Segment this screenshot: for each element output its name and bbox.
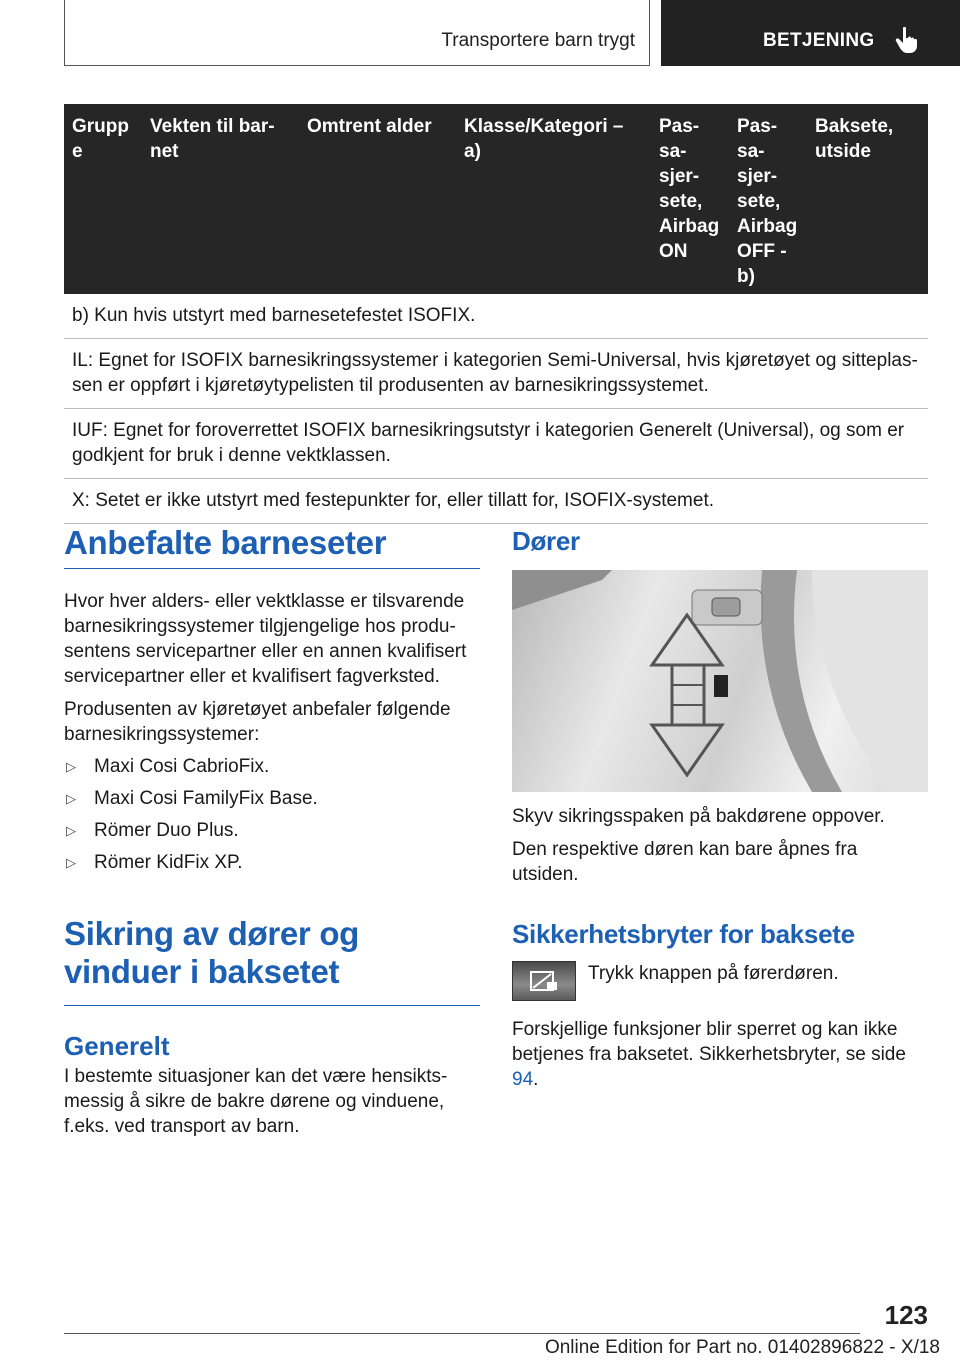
chapter-title: Transportere barn trygt <box>441 30 635 51</box>
col-header-rear-outer: Baksete, utside <box>815 116 894 162</box>
paragraph: Den respektive døren kan bare åpnes fra utsiden. <box>512 839 858 885</box>
paragraph: Skyv sikringsspaken på bakdørene oppover. <box>512 806 885 827</box>
heading-child-lock-switch: Sikkerhetsbryter for baksete <box>512 919 855 949</box>
list-item-text: Maxi Cosi FamilyFix Base. <box>94 788 318 809</box>
isofix-table <box>64 104 928 524</box>
header-section-box <box>661 0 960 66</box>
triangle-bullet-icon: ▷ <box>66 791 76 806</box>
paragraph: Trykk knappen på førerdøren. <box>588 963 839 984</box>
page-number: 123 <box>884 1300 928 1330</box>
col-header-age: Omtrent alder <box>307 116 432 137</box>
list-item <box>64 850 480 875</box>
table-note: IL: Egnet for ISOFIX barnesikringssystemer i kategorien Semi-Universal, hvis kjøretøyet og sitteplas- sen er oppført i kjøretøytypelisten til produsenten av barnesikringssystemet. <box>64 339 928 409</box>
table-note: IUF: Egnet for foroverrettet ISOFIX barnesikringsutstyr i kategorien Generelt (Universal), og som er godkjent for bruk i denne vektklassen. <box>64 409 928 479</box>
paragraph-text: Forskjellige funksjoner blir sperret og kan ikke betjenes fra baksetet. Sikkerhetsbryter, se side <box>512 1019 906 1065</box>
door-lock-illustration-icon <box>512 570 928 792</box>
paragraph: Hvor hver alders- eller vektklasse er tilsvarende barnesikringssystemer tilgjengelige hos produ- sentens servicepartner eller en annen kvalifisert servicepartner eller et kvalifisert fagverksted. <box>64 591 467 687</box>
col-header-airbag-off: Pas- sa- sjer- sete, Airbag OFF - b) <box>737 116 798 287</box>
paragraph: Produsenten av kjøretøyet anbefaler følgende barnesikringssystemer: <box>64 699 451 745</box>
heading-doors: Dører <box>512 526 580 556</box>
window-lock-icon <box>529 970 559 992</box>
table-header-row <box>64 104 928 294</box>
list-item <box>64 786 480 811</box>
footer-edition: Online Edition for Part no. 01402896822 - X/18 <box>544 1337 940 1358</box>
section-title: BETJENING <box>763 30 875 51</box>
child-lock-button <box>512 961 576 1001</box>
list-item <box>64 754 480 779</box>
list-item <box>64 818 480 843</box>
heading-rule <box>64 568 480 569</box>
triangle-bullet-icon: ▷ <box>66 855 76 870</box>
col-header-class: Klasse/Kategori – a) <box>464 116 624 162</box>
heading-rule <box>64 1005 480 1006</box>
col-header-airbag-on: Pas- sa- sjer- sete, Airbag ON <box>659 116 720 262</box>
table-note: X: Setet er ikke utstyrt med festepunkter for, eller tillatt for, ISOFIX-systemet. <box>64 479 928 524</box>
table-note: b) Kun hvis utstyrt med barnesetefestet ISOFIX. <box>64 294 928 339</box>
left-column <box>64 524 480 1139</box>
list-item-text: Maxi Cosi CabrioFix. <box>94 756 270 777</box>
list-item-text: Römer Duo Plus. <box>94 820 239 841</box>
triangle-bullet-icon: ▷ <box>66 823 76 838</box>
paragraph: I bestemte situasjoner kan det være hensikts- messig å sikre de bakre dørene og vinduene, f.eks. ved transport av barn. <box>64 1066 448 1137</box>
col-header-group: Grupp e <box>72 116 129 162</box>
paragraph <box>512 1017 928 1092</box>
lock-button-row <box>512 961 928 1001</box>
heading-general: Generelt <box>64 1031 170 1061</box>
hand-pointer-icon <box>895 26 921 54</box>
door-lock-photo <box>512 570 928 792</box>
heading-recommended-seats: Anbefalte barneseter <box>64 524 387 561</box>
header-chapter-box <box>64 0 650 66</box>
list-item-text: Römer KidFix XP. <box>94 852 243 873</box>
footer-rule <box>64 1333 860 1334</box>
triangle-bullet-icon: ▷ <box>66 759 76 774</box>
right-column <box>512 524 928 1092</box>
page-reference-link[interactable]: 94 <box>512 1069 534 1090</box>
col-header-weight: Vekten til bar- net <box>150 116 275 162</box>
paragraph-text-end: . <box>533 1069 539 1090</box>
heading-securing-doors: Sikring av dører og vinduer i baksetet <box>64 915 360 990</box>
